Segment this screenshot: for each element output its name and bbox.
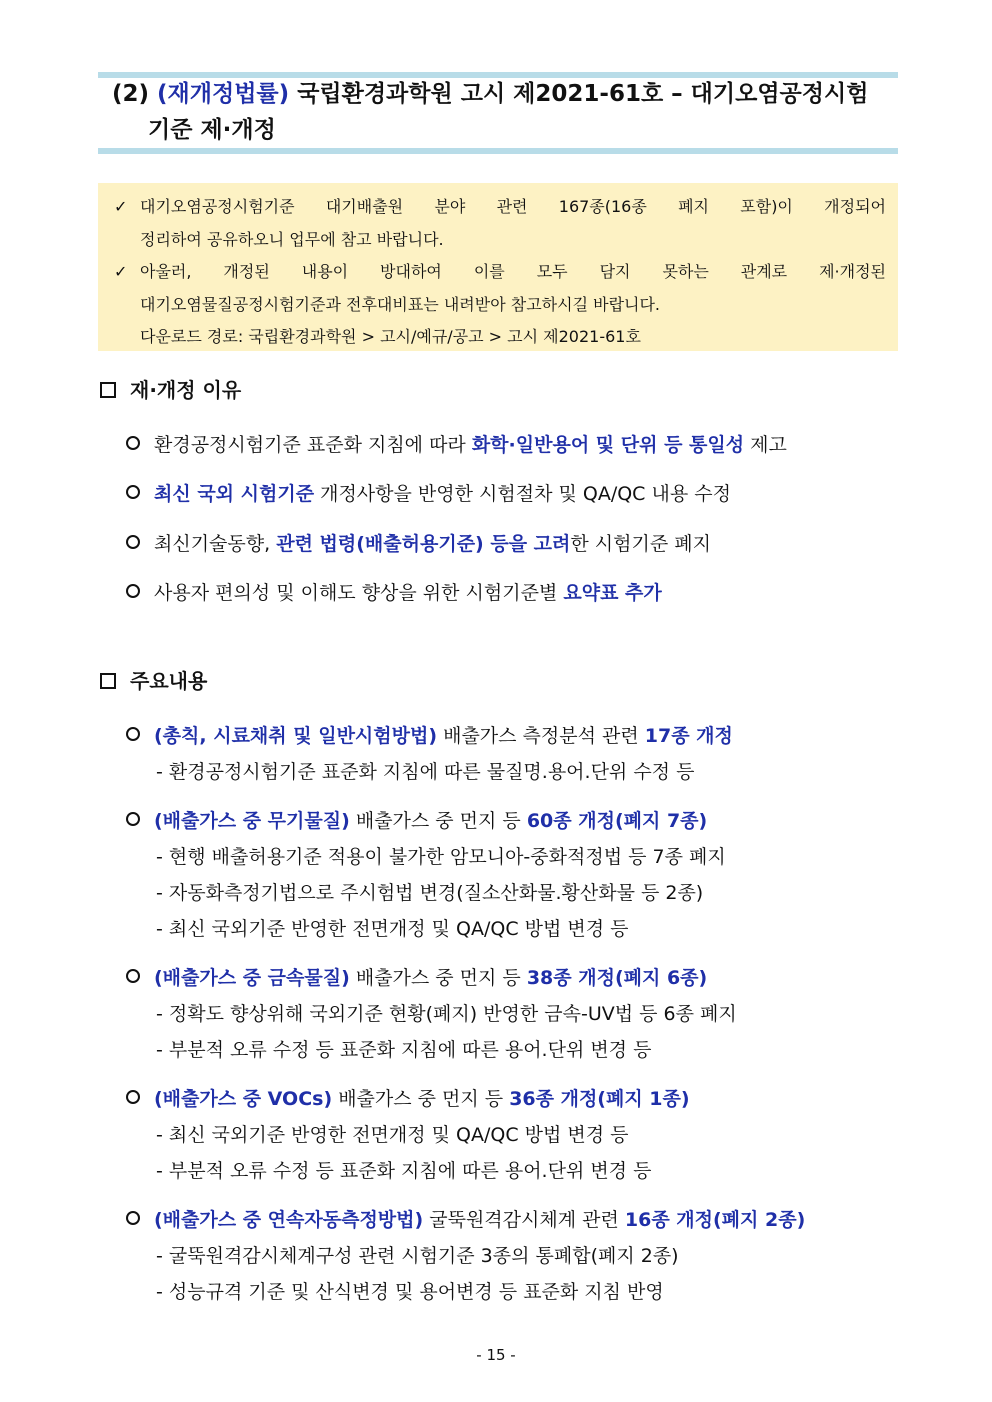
highlight: (배출가스 중 VOCs) [154,1088,333,1110]
notice-item [112,256,886,354]
sub-item: - 현행 배출허용기준 적용이 불가한 암모니아-중화적정법 등 7종 폐지 [156,846,726,868]
highlight: (배출가스 중 연속자동측정방법) [154,1209,424,1231]
text: 배출가스 중 먼지 등 [349,967,527,989]
reason-item [126,579,662,607]
highlight: 60종 개정(폐지 7종) [526,810,708,832]
highlight: 관련 법령(배출허용기준) 등을 고려 [276,533,571,555]
main-heading-text: 주요내용 [130,669,208,693]
reasons-heading-text: 재·개정 이유 [130,378,242,402]
check-icon: ✓ [114,197,128,216]
notice-box [98,183,898,351]
circle-bullet-icon [126,535,140,549]
sub-item: - 부분적 오류 수정 등 표준화 지침에 따른 용어.단위 변경 등 [156,1039,652,1061]
circle-bullet-icon [126,812,140,826]
text: 굴뚝원격감시체계 관련 [423,1209,625,1231]
circle-bullet-icon [126,727,140,741]
content-item [126,722,733,750]
notice-item [112,191,886,256]
text: 제고 [744,434,787,456]
circle-bullet-icon [126,584,140,598]
highlight: 38종 개정(폐지 6종) [526,967,708,989]
text: 배출가스 측정분석 관련 [437,725,645,747]
notice-line: 대기오염공정시험기준 대기배출원 분야 관련 167종(16종 폐지 포함)이 개정되어 [140,197,886,216]
highlight: 17종 개정 [644,725,733,747]
content-item [126,1206,805,1234]
notice-line: 아울러, 개정된 내용이 방대하여 이를 모두 담지 못하는 관계로 제·개정된 [140,262,886,281]
check-icon: ✓ [114,262,128,281]
main-heading [100,667,207,695]
highlight: 최신 국외 시험기준 [154,483,315,505]
page-title [112,76,892,148]
reason-item [126,480,731,508]
checkbox-square-icon [100,382,116,398]
circle-bullet-icon [126,969,140,983]
title-number: (2) [112,81,150,107]
highlight: (배출가스 중 무기물질) [154,810,350,832]
reasons-heading [100,376,241,404]
download-path: 다운로드 경로: 국립환경과학원 > 고시/예규/공고 > 고시 제2021-61호 [140,327,641,346]
text: 사용자 편의성 및 이해도 향상을 위한 시험기준별 [154,582,564,604]
page-number: - 15 - [476,1346,516,1364]
title-text: 국립환경과학원 고시 제2021-61호 – 대기오염공정시험 [297,81,869,107]
sub-item: - 환경공정시험기준 표준화 지침에 따른 물질명.용어.단위 수정 등 [156,761,695,783]
highlight: (배출가스 중 금속물질) [154,967,350,989]
text: 최신기술동향, [154,533,277,555]
content-item [126,964,707,992]
sub-item: - 자동화측정기법으로 주시험법 변경(질소산화물.황산화물 등 2종) [156,882,704,904]
text: 배출가스 중 먼지 등 [349,810,527,832]
sub-item: - 최신 국외기준 반영한 전면개정 및 QA/QC 방법 변경 등 [156,1124,629,1146]
title-tag: (재개정법률) [157,81,290,107]
highlight: 16종 개정(폐지 2종) [624,1209,806,1231]
text: 배출가스 중 먼지 등 [332,1088,510,1110]
sub-item: - 부분적 오류 수정 등 표준화 지침에 따른 용어.단위 변경 등 [156,1160,652,1182]
highlight: 36종 개정(폐지 1종) [509,1088,690,1110]
circle-bullet-icon [126,436,140,450]
text: 한 시험기준 폐지 [570,533,711,555]
circle-bullet-icon [126,1211,140,1225]
text: 개정사항을 반영한 시험절차 및 QA/QC 내용 수정 [314,483,731,505]
content-item [126,1085,690,1113]
highlight: 요약표 추가 [563,582,662,604]
notice-line: 정리하여 공유하오니 업무에 참고 바랍니다. [140,229,444,249]
highlight: 화학·일반용어 및 단위 등 통일성 [471,434,745,456]
reason-item [126,530,711,558]
title-line-2: 기준 제·개정 [148,117,276,143]
sub-item: - 굴뚝원격감시체계구성 관련 시험기준 3종의 통폐합(폐지 2종) [156,1245,679,1267]
checkbox-square-icon [100,673,116,689]
title-bottom-rule [98,148,898,154]
notice-line: 대기오염물질공정시험기준과 전후대비표는 내려받아 참고하시길 바랍니다. [140,294,661,314]
content-item [126,807,707,835]
highlight: (총칙, 시료채취 및 일반시험방법) [154,725,438,747]
reason-item [126,431,787,459]
circle-bullet-icon [126,1090,140,1104]
sub-item: - 정확도 향상위해 국외기준 현황(폐지) 반영한 금속-UV법 등 6종 폐지 [156,1003,737,1025]
sub-item: - 성능규격 기준 및 산식변경 및 용어변경 등 표준화 지침 반영 [156,1281,664,1303]
sub-item: - 최신 국외기준 반영한 전면개정 및 QA/QC 방법 변경 등 [156,918,629,940]
title-line-1 [112,76,892,112]
circle-bullet-icon [126,485,140,499]
text: 환경공정시험기준 표준화 지침에 따라 [154,434,472,456]
